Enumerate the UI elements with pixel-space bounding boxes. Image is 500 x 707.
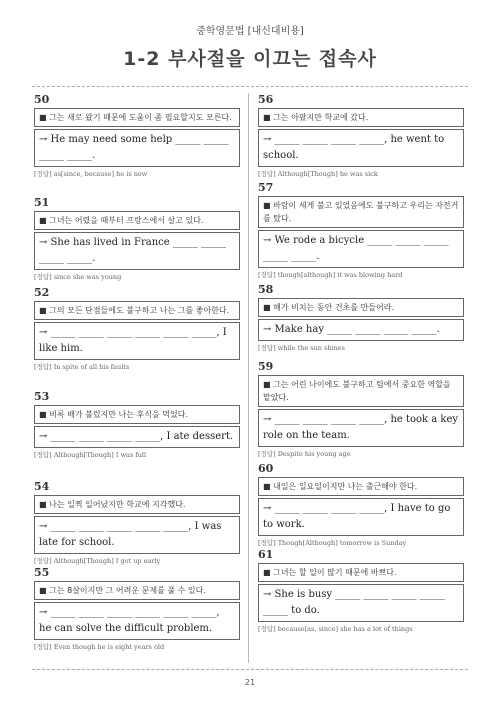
exercise-number: 60	[258, 462, 274, 475]
english-sentence: → We rode a bicycle _____ _____ _____ _____ _____.	[258, 230, 464, 268]
answer-text: [정답] since she was young	[34, 273, 122, 281]
exercise-item	[34, 286, 240, 371]
book-subtitle: 중학영문법 [내신대비용]	[196, 26, 304, 37]
header-rule	[32, 86, 468, 87]
korean-sentence: ■ 바람이 세게 불고 있었음에도 불구하고 우리는 자전거를 탔다.	[258, 196, 464, 228]
korean-sentence: ■ 내일은 일요일이지만 나는 출근해야 한다.	[258, 477, 464, 496]
answer-text: [정답] as[since, because] he is new	[34, 170, 148, 178]
exercise-item	[258, 93, 464, 178]
exercise-item	[34, 390, 240, 459]
english-sentence: → _____ _____ _____ _____ _____ _____, he can solve the difficult problem.	[34, 602, 240, 640]
answer-text: [정답] Although[Though] I was full	[34, 451, 147, 459]
exercise-number: 52	[34, 286, 50, 299]
english-sentence: → _____ _____ _____ _____, he took a key role on the team.	[258, 409, 464, 447]
exercise-number: 56	[258, 93, 274, 106]
exercise-item	[258, 283, 464, 352]
answer-text: [정답] though[although] it was blowing hard	[258, 271, 403, 279]
english-sentence: → _____ _____ _____ _____ _____, I was late for school.	[34, 516, 240, 554]
answer-text: [정답] In spite of all his faults	[34, 363, 130, 371]
exercise-item	[258, 548, 464, 633]
exercise-item	[34, 93, 240, 178]
exercise-number: 59	[258, 360, 274, 373]
english-sentence: → She has lived in France _____ _____ _____ _____.	[34, 232, 240, 270]
exercise-number: 57	[258, 181, 274, 194]
english-sentence: → _____ _____ _____ _____, he went to school.	[258, 129, 464, 167]
exercise-number: 61	[258, 548, 274, 561]
exercise-number: 50	[34, 93, 50, 106]
korean-sentence: ■ 해가 비치는 동안 건초를 만들어라.	[258, 298, 464, 317]
exercise-item	[34, 480, 240, 565]
exercise-item	[258, 360, 464, 458]
english-sentence: → He may need some help _____ _____ _____ _____.	[34, 129, 240, 167]
exercise-item	[258, 462, 464, 547]
english-sentence: → _____ _____ _____ _____, I have to go to work.	[258, 498, 464, 536]
footer-rule	[32, 669, 468, 670]
answer-text: [정답] Although[Though] I got up early	[34, 557, 161, 565]
exercise-number: 53	[34, 390, 50, 403]
korean-sentence: ■ 나는 일찍 일어났지만 학교에 지각했다.	[34, 495, 240, 514]
exercise-number: 58	[258, 283, 274, 296]
exercise-number: 55	[34, 566, 50, 579]
answer-text: [정답] Though[Although] tomorrow is Sunday	[258, 539, 407, 547]
page-title: 1-2 부사절을 이끄는 접속사	[123, 48, 377, 70]
exercise-item	[34, 196, 240, 281]
answer-text: [정답] Although[Though] he was sick	[258, 170, 378, 178]
answer-text: [정답] Even though he is eight years old	[34, 643, 165, 651]
korean-sentence: ■ 그녀는 어렸을 때부터 프랑스에서 살고 있다.	[34, 211, 240, 230]
exercise-item	[258, 181, 464, 279]
page-number: 21	[244, 678, 256, 687]
column-divider	[248, 93, 249, 663]
answer-text: [정답] while the sun shines	[258, 344, 345, 352]
english-sentence: → _____ _____ _____ _____ _____ _____, I like him.	[34, 322, 240, 360]
korean-sentence: ■ 그녀는 할 일이 많기 때문에 바쁘다.	[258, 563, 464, 582]
exercise-item	[34, 566, 240, 651]
korean-sentence: ■ 그의 모든 단점들에도 불구하고 나는 그를 좋아한다.	[34, 301, 240, 320]
answer-text: [정답] Despite his young age	[258, 450, 351, 458]
korean-sentence: ■ 그는 새로 왔기 때문에 도움이 좀 필요할지도 모른다.	[34, 108, 240, 127]
exercise-number: 51	[34, 196, 50, 209]
english-sentence: → Make hay _____ _____ _____ _____.	[258, 319, 464, 341]
korean-sentence: ■ 비록 배가 불렀지만 나는 후식을 먹었다.	[34, 405, 240, 424]
answer-text: [정답] because[as, since] she has a lot of things	[258, 625, 413, 633]
english-sentence: → She is busy _____ _____ _____ _____ _____ to do.	[258, 584, 464, 622]
exercise-number: 54	[34, 480, 50, 493]
korean-sentence: ■ 그는 어린 나이에도 불구하고 팀에서 중요한 역할을 맡았다.	[258, 375, 464, 407]
korean-sentence: ■ 그는 8살이지만 그 어려운 문제를 풀 수 있다.	[34, 581, 240, 600]
english-sentence: → _____ _____ _____ _____, I ate dessert.	[34, 426, 240, 448]
korean-sentence: ■ 그는 아팠지만 학교에 갔다.	[258, 108, 464, 127]
